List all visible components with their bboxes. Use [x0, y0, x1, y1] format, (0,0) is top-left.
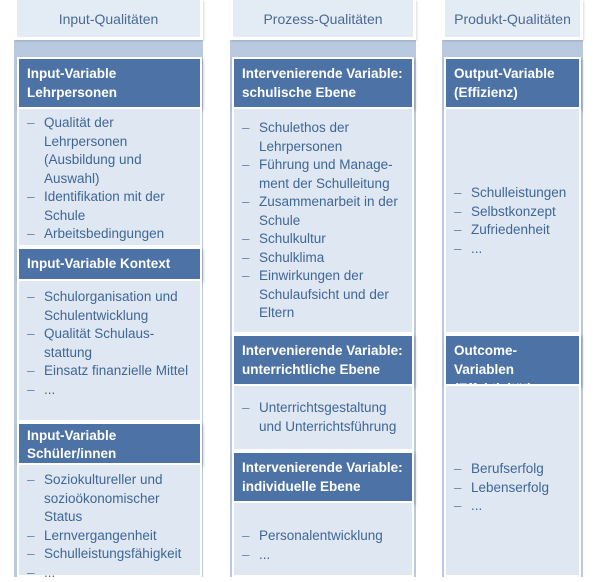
list-item: – Selbstkonzept — [454, 203, 571, 222]
column-header-produkt-label: Produkt-Qualitäten — [454, 11, 571, 27]
prozess-schulisch-body — [232, 109, 414, 334]
list-item: – ... — [454, 240, 571, 259]
list-item: – Qualität der Lehrpersonen (Ausbildung und Auswahl) — [27, 114, 192, 188]
prozess-individuell-list — [242, 527, 404, 564]
input-schueler-title: Input-Variable Schüler/innen — [27, 428, 116, 461]
produkt-output-body — [444, 109, 581, 334]
input-kontext-title: Input-Variable Kontext — [27, 256, 170, 271]
list-item: – Lernvergangenheit — [27, 527, 192, 546]
prozess-individuell-header — [232, 451, 414, 503]
input-kontext-list — [27, 288, 192, 399]
prozess-schulisch-title: Intervenierende Variable: schulische Ebene — [242, 66, 403, 100]
list-item: – Schulethos der Lehrpersonen — [242, 119, 404, 156]
list-item: – Schulklima — [242, 249, 404, 268]
column-header-prozess — [230, 0, 416, 40]
produkt-outcome-list — [454, 460, 571, 516]
input-lehrpersonen-header — [17, 57, 202, 109]
input-lehrpersonen-title: Input-Variable Lehrpersonen — [27, 66, 117, 100]
list-item: – Lebenserfolg — [454, 479, 571, 498]
prozess-unterricht-header — [232, 334, 414, 386]
prozess-unterricht-title: Intervenierende Variable: unterrichtliche Ebene — [242, 343, 403, 377]
list-item: – Schulleistungsfähigkeit — [27, 545, 192, 564]
column-header-produkt — [442, 0, 583, 40]
input-schueler-header — [17, 422, 202, 465]
input-lehrpersonen-list — [27, 114, 192, 244]
list-item: – Soziokultureller und sozioökonomischer Status — [27, 471, 192, 527]
produkt-outcome-header — [444, 334, 581, 386]
input-lehrpersonen-body — [17, 109, 202, 247]
list-item: – Berufserfolg — [454, 460, 571, 479]
list-item: – ... — [242, 546, 404, 565]
list-item: – Schulorganisation und Schulentwicklung — [27, 288, 192, 325]
prozess-schulisch-list — [242, 119, 404, 323]
list-item: – Schulkultur — [242, 230, 404, 249]
column-header-input-label: Input-Qualitäten — [59, 11, 159, 27]
column-header-prozess-label: Prozess-Qualitäten — [263, 11, 382, 27]
list-item: – Qualität Schulaus-stattung — [27, 325, 192, 362]
list-item: – Einwirkungen der Schulaufsicht und der Eltern — [242, 267, 404, 323]
produkt-output-header — [444, 57, 581, 109]
column-header-input — [14, 0, 203, 40]
produkt-outcome-title: Outcome-Variablen — [454, 343, 532, 396]
list-item: – ... — [27, 381, 192, 400]
input-kontext-header — [17, 247, 202, 281]
produkt-outcome-body — [444, 386, 581, 577]
input-kontext-body — [17, 281, 202, 422]
list-item: – Arbeitsbedingungen — [27, 225, 192, 244]
list-item: – Zufriedenheit — [454, 221, 571, 240]
input-schueler-body — [17, 465, 202, 577]
prozess-individuell-body — [232, 503, 414, 577]
list-item: – Führung und Manage-ment der Schulleitung — [242, 156, 404, 193]
prozess-unterricht-body — [232, 386, 414, 451]
list-item: – Zusammenarbeit in der Schule — [242, 193, 404, 230]
list-item: – Einsatz finanzielle Mittel — [27, 362, 192, 381]
prozess-individuell-title: Intervenierende Variable: individuelle Ebene — [242, 460, 403, 494]
list-item: – Unterrichtsgestaltung und Unterrichtsführung — [242, 399, 404, 436]
list-item: – Identifikation mit der Schule — [27, 188, 192, 225]
list-item: – Schulleistungen — [454, 184, 571, 203]
prozess-unterricht-list — [242, 399, 404, 436]
produkt-output-list — [454, 184, 571, 258]
list-item: – Personalentwicklung — [242, 527, 404, 546]
list-item: – ... — [454, 497, 571, 516]
produkt-output-title: Output-Variable (Effizienz) — [454, 66, 555, 100]
input-schueler-list — [27, 471, 192, 582]
list-item: – ... — [27, 564, 192, 582]
prozess-schulisch-header — [232, 57, 414, 109]
